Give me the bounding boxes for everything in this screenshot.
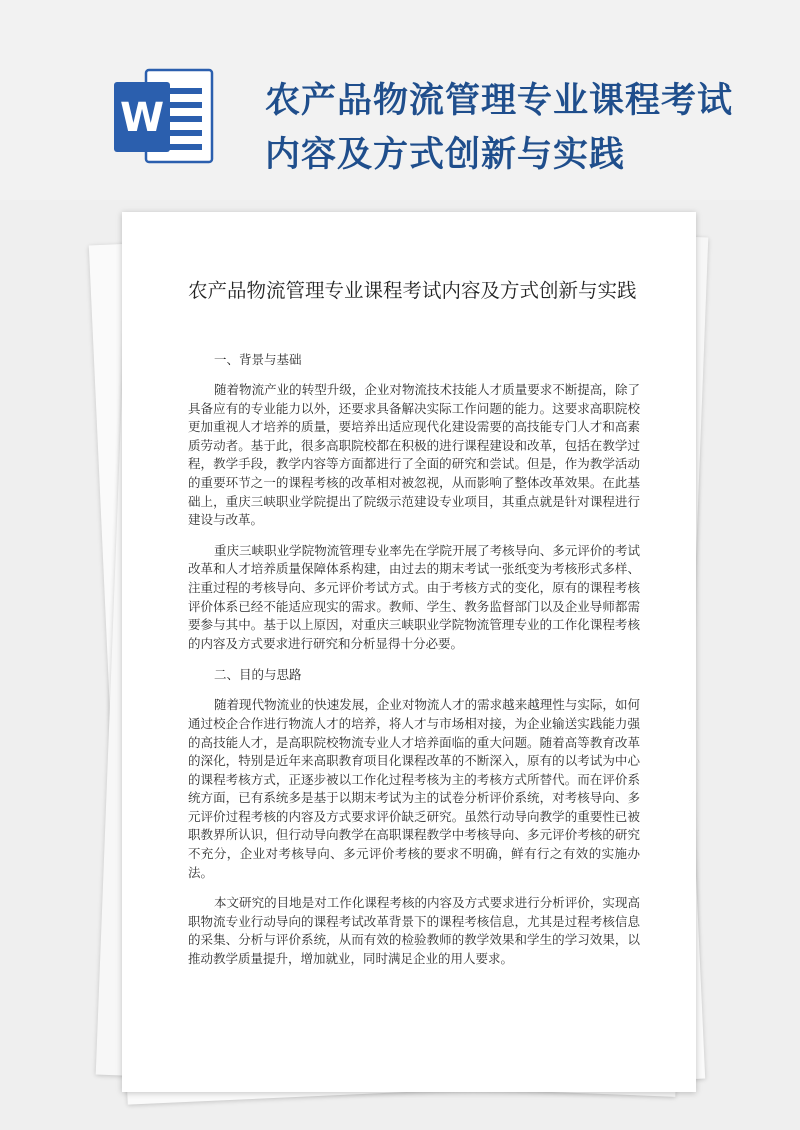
document-body — [188, 350, 640, 981]
document-title: 农产品物流管理专业课程考试内容及方式创新与实践 — [188, 279, 637, 302]
paragraph: 随着现代物流业的快速发展，企业对物流人才的需求越来越理性与实际，如何通过校企合作进行物流人才的培养，将人才与市场相对接，为企业输送实践能力强的高技能人才，是高职院校物流专业人才培养面临的重大问题。随着高等教育改革的深化，特别是近年来高职教育项目化课程改革的不断深入，原有的以考试为中心的课程考核方式，正逐步被以工作化过程考核为主的考核方式所替代。而在评价系统方面，已有系统多是基于以期末考试为主的试卷分析评价系统，对考核导向、多元评价过程考核的内容及方式要求评价缺乏研究。虽然行动导向教学的重要性已被职教界所认识，但行动导向教学在高职课程教学中考核导向、多元评价考核的研究不充分，企业对考核导向、多元评价考核的要求不明确，鲜有行之有效的实施办法。 — [188, 697, 640, 880]
paragraph: 重庆三峡职业学院物流管理专业率先在学院开展了考核导向、多元评价的考试改革和人才培养质量保障体系构建，由过去的期末考试一张纸变为考核形式多样、注重过程的考核导向、多元评价考试方式。由于考核方式的变化，原有的课程考核评价体系已经不能适应现实的需求。教师、学生、教务监督部门以及企业导师都需要参与其中。基于以上原因，对重庆三峡职业学院物流管理专业的工作化课程考核的内容及方式要求进行研究和分析显得十分必要。 — [188, 542, 640, 651]
paragraph: 本文研究的目地是对工作化课程考核的内容及方式要求进行分析评价，实现高职物流专业行动导向的课程考试改革背景下的课程考核信息，尤其是过程考核信息的采集、分析与评价系统，从而有效的检验教师的教学效果和学生的学习效果，以推动教学质量提升，增加就业，同时满足企业的用人要求。 — [188, 895, 640, 967]
banner-title-line-2: 内容及方式创新与实践 — [265, 135, 626, 175]
word-document-icon — [112, 64, 217, 169]
word-icon-letter: W — [119, 95, 165, 141]
paragraph: 随着物流产业的转型升级，企业对物流技术技能人才质量要求不断提高，除了具备应有的专业能力以外，还要求具备解决实际工作问题的能力。这要求高职院校更加重视人才培养的质量，要培养出适应现代化建设需要的高技能专门人才和高素质劳动者。基于此，很多高职院校都在积极的进行课程建设和改革，包括在教学过程，教学手段，教学内容等方面都进行了全面的研究和尝试。但是，作为教学活动的重要环节之一的课程考核的改革相对被忽视，从而影响了整体改革效果。在此基础上，重庆三峡职业学院提出了院级示范建设专业项目，其重点就是针对课程进行建设与改革。 — [188, 382, 640, 528]
banner — [0, 0, 800, 200]
banner-title — [265, 74, 785, 182]
section-heading: 一、背景与基础 — [214, 352, 302, 367]
banner-title-line-1: 农产品物流管理专业课程考试 — [265, 81, 734, 121]
section-heading: 二、目的与思路 — [214, 667, 302, 683]
document-page — [122, 212, 696, 1092]
